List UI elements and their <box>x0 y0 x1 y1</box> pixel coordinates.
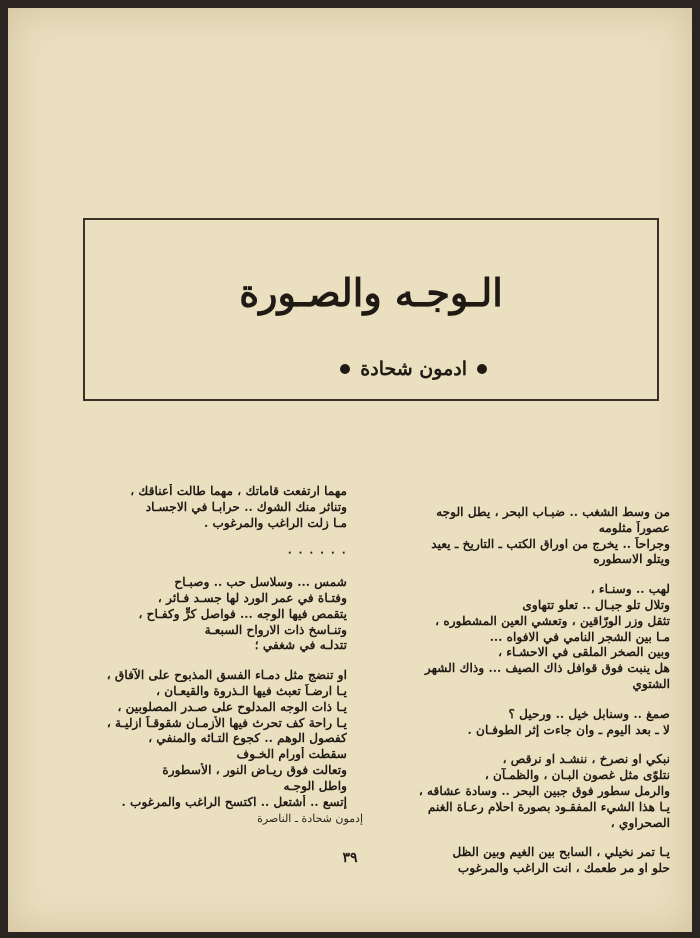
stanza <box>97 575 347 654</box>
poem-line: الشتوي <box>632 676 670 691</box>
author-name: ادمون شحادة <box>360 358 467 380</box>
poem-line: سقطت أورام الخـوف <box>236 747 347 762</box>
poem-line: شمس ... وسلاسل حب .. وصبـاح <box>174 575 347 590</box>
poem-line: وتناثر منك الشوك .. حرابـا في الاجسـاد <box>145 499 347 514</box>
poem-line: مهما ارتفعت قاماتك ، مهما طالت أعناقك ، <box>130 484 347 498</box>
poem-line: او تنضج مثل دمـاء الفسق المذبوح على الآفاق ، <box>106 668 347 683</box>
poem-line: يـا ذات الوجه المدلوح على صـدر المصلوبين ، <box>117 699 347 714</box>
poem-line: الصحراوي ، <box>610 815 670 830</box>
poem-title: الـوجـه والصـورة <box>239 270 503 315</box>
poem-line: حلو او مر طعمك ، انت الراغب والمرغوب <box>457 861 670 876</box>
poem-line: وبين الصخر الملقى في الاحشـاء ، <box>498 645 670 660</box>
poem-line: عصوراً مثلومه <box>598 520 670 535</box>
poem-line: تتدلـه في شغفي ؛ <box>254 638 347 653</box>
poem-left-column <box>97 484 347 824</box>
left-stanza-group-b <box>97 575 347 810</box>
poem-line: يتقمص فيها الوجه ... فواصل كرٍّ وكفـاح ، <box>138 606 347 621</box>
poem-line: يـا هذا الشيء المفقـود بصورة احلام رعـاة الغنم <box>427 799 670 814</box>
stanza <box>97 668 347 810</box>
poem-line: هل ينبت فوق قوافل ذاك الصيف ... وذاك الشهر <box>424 661 670 676</box>
poem-line: صمغ .. وسنابل خيل .. ورحيل ؟ <box>508 706 670 721</box>
stanza <box>97 484 347 531</box>
author-byline <box>340 358 487 380</box>
poem-line: وجراحاً .. يخرج من اوراق الكتب ـ التاريخ ـ يعيد <box>431 536 670 551</box>
poem-line: لا ـ بعد اليوم ـ وان جاءت إثر الطوفـان . <box>467 722 670 737</box>
poem-line: والرمل سطور فوق جبين البحر .. وسادة عشاقه ، <box>418 783 670 798</box>
poem-line: إتسع .. أشتعل .. اكتسح الراغب والمرغوب . <box>121 794 347 809</box>
signature-line: إدمون شحادة ـ الناصرة <box>257 812 363 825</box>
stanza-separator: ٠ ٠ ٠ ٠ ٠ ٠ <box>286 545 347 560</box>
poem-line: واطل الوجـه <box>283 778 347 793</box>
poem-line: وتعالت فوق ريـاض النور ، الأسطورة <box>162 762 347 777</box>
poem-line: لهب .. وسنـاء ، <box>590 582 670 597</box>
stanza <box>370 707 670 739</box>
poem-line: مـا بين الشجر النامي في الافواه ... <box>489 629 670 644</box>
poem-line: مـا زلت الراغب والمرغوب . <box>203 515 347 530</box>
bullet-dot-icon <box>340 364 350 374</box>
poem-line: تثقل وزر الورّاقين ، وتعشي العين المشطوره ، <box>435 613 670 628</box>
poem-line: ويتلو الاسطوره <box>593 552 670 567</box>
poem-line: يـا راحة كف تحرث فيها الأزمـان شقوقـاً ازليـة ، <box>106 715 347 730</box>
poem-line: يـا ارضـاً تعبث فيها الـذروة والقيعـان ، <box>156 683 347 698</box>
poem-line: وفتـاة في عمر الورد لها جسـد فـائر ، <box>157 590 347 605</box>
poem-line: وتنـاسخ ذات الارواح السبعـة <box>204 622 347 637</box>
poem-line: وتلال تلو جبـال .. تعلو تتهاوى <box>522 597 670 612</box>
title-box <box>83 218 659 401</box>
poem-line: من وسط الشغب .. ضبـاب البحر ، يطل الوجه <box>436 505 670 519</box>
page-number: ٣٩ <box>342 850 358 866</box>
poem-line: نبكي او نصرخ ، ننشـد او نرقص ، <box>502 752 670 767</box>
poem-line: كفصول الوهم .. كجوع التـائه والمنفي ، <box>148 731 347 746</box>
left-stanza-group-a <box>97 484 347 531</box>
poem-right-column <box>370 505 670 891</box>
stanza <box>370 582 670 693</box>
poem-line: نتلوّى مثل غصون البـان ، والظمـآن ، <box>484 768 670 783</box>
poem-line: يـا تمر نخيلي ، السابح بين الغيم وبين الظل <box>452 845 670 860</box>
bullet-dot-icon <box>477 364 487 374</box>
magazine-page <box>8 8 692 932</box>
stanza <box>370 752 670 831</box>
stanza <box>370 505 670 568</box>
